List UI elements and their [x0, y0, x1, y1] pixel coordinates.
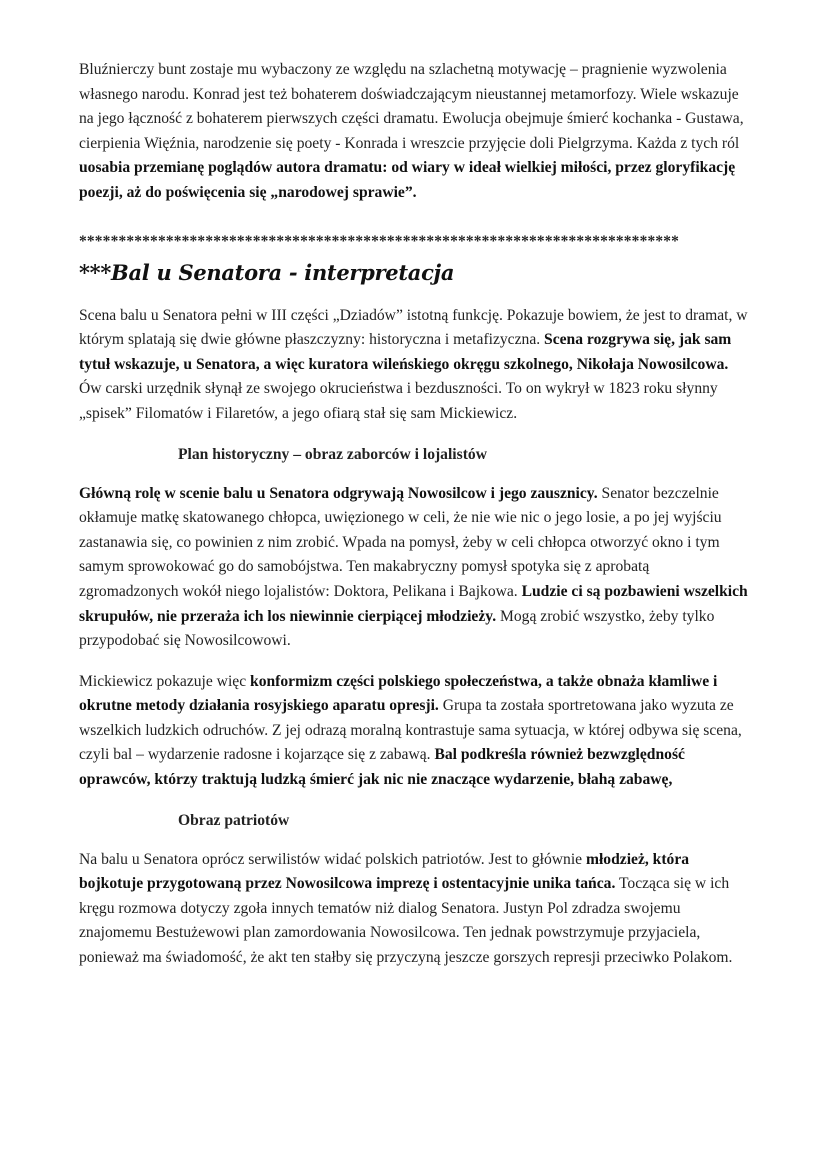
patriots-bold-1: młodzież, która bojkotuje przygotowaną przez Nowosilcowa imprezę i ostentacyjnie unika tańca.	[79, 850, 690, 893]
scene-paragraph	[79, 304, 751, 427]
heading-prefix: ***	[79, 259, 112, 285]
intro-bold-text: uosabia przemianę poglądów autora dramatu: od wiary w ideał wielkiej miłości, przez gloryfikację poezji, aż do poświęcenia się „narodowej sprawie”.	[79, 159, 736, 201]
scene-text-1: Scena balu u Senatora pełni w III części „Dziadów” istotną funkcję. Pokazuje bowiem, że jest to dramat, w którym splatają się dwie główne płaszczyzny: historyczna i metafizyczna.	[79, 306, 748, 349]
intro-text: Bluźnierczy bunt zostaje mu wybaczony ze względu na szlachetną motywację – pragnienie wyzwolenia własnego narodu. Konrad jest też bohaterem doświadczającym nieustannej metamorfozy. Wiele wskazuje na jego łączność z bohaterem pierwszych części dramatu. Ewolucja obejmuje śmierć kochanka - Gustawa, cierpienia Więźnia, narodzenie się poety - Konrada i wreszcie przyjęcie doli Pielgrzyma. Każda z tych ról	[79, 61, 744, 152]
plan2-bold-2: Bal podkreśla również bezwzględność oprawców, którzy traktują ludzką śmierć jak nic nie znaczące wydarzenie, błahą zabawę,	[79, 746, 685, 789]
scene-bold-1: Scena rozgrywa się, jak sam tytuł wskazuje, u Senatora, a więc kuratora wileńskiego okręgu szkolnego, Nikołaja Nowosilcowa.	[79, 331, 732, 373]
plan1-bold-1: Główną rolę w scenie balu u Senatora odgrywają Nowosilcow i jego zausznicy.	[79, 484, 598, 502]
plan2-text-2: Grupa ta została sportretowana jako wyzuta ze wszelkich ludzkich odruchów. Z jej odrazą moralną kontrastuje sama sytuacja, w której odbywa się scena, czyli bal – wydarzenie radosne i kojarzące się z zabawą.	[79, 697, 742, 764]
plan1-bold-2: Ludzie ci są pozbawieni wszelkich skrupułów, nie przeraża ich los niewinnie cierpiącej młodzieży.	[79, 582, 748, 625]
heading-title: Bal u Senatora - interpretacja	[111, 259, 455, 285]
plan2-bold-1: konformizm części polskiego społeczeństwa, a także obnaża kłamliwe i okrutne metody działania rosyjskiego aparatu opresji.	[79, 672, 718, 715]
section-heading	[79, 258, 751, 288]
patriots-text-2: Tocząca się w ich kręgu rozmowa dotyczy zgoła innych tematów niż dialog Senatora. Justyn Pol zdradza swojemu znajomemu Bestużewowi plan zamordowania Nowosilcowa. Ten jednak powstrzymuje przyjaciela, ponieważ ma świadomość, że akt ten stałby się przyczyną jeszcze gorszych represji przeciwko Polakom.	[79, 875, 733, 967]
patriots-text-1: Na balu u Senatora oprócz serwilistów widać polskich patriotów. Jest to głównie	[79, 850, 586, 868]
plan1-text-1: Senator bezczelnie okłamuje matkę skatowanego chłopca, uwięzionego w celi, że nie wie nic o jego losie, a po jej wyjściu zastanawia się, co powinien z nim zrobić. Wpada na pomysł, żeby w celi chłopca otworzyć okno i tym samym sprowokować go do samobójstwa. Ten makabryczny pomysł spotyka się z aprobatą zgromadzonych wokół niego lojalistów: Doktora, Pelikana i Bajkowa.	[79, 484, 722, 600]
intro-paragraph	[79, 58, 751, 206]
historical-plan-paragraph-1	[79, 482, 751, 654]
document-page	[79, 58, 751, 971]
patriots-paragraph	[79, 848, 751, 971]
subheading-historical-plan: Plan historyczny – obraz zaborców i lojalistów	[178, 445, 487, 463]
scene-text-2: Ów carski urzędnik słynął ze swojego okrucieństwa i bezduszności. To on wykrył w 1823 roku słynny „spisek” Filomatów i Filaretów, a jego ofiarą stał się sam Mickiewicz.	[79, 380, 718, 422]
historical-plan-paragraph-2	[79, 670, 751, 793]
plan1-text-2: Mogą zrobić wszystko, żeby tylko przypodobać się Nowosilcowowi.	[79, 607, 715, 650]
subheading-patriots: Obraz patriotów	[178, 811, 290, 829]
plan2-text-1: Mickiewicz pokazuje więc	[79, 672, 251, 690]
separator-line: ****************************************************************************	[79, 232, 680, 250]
